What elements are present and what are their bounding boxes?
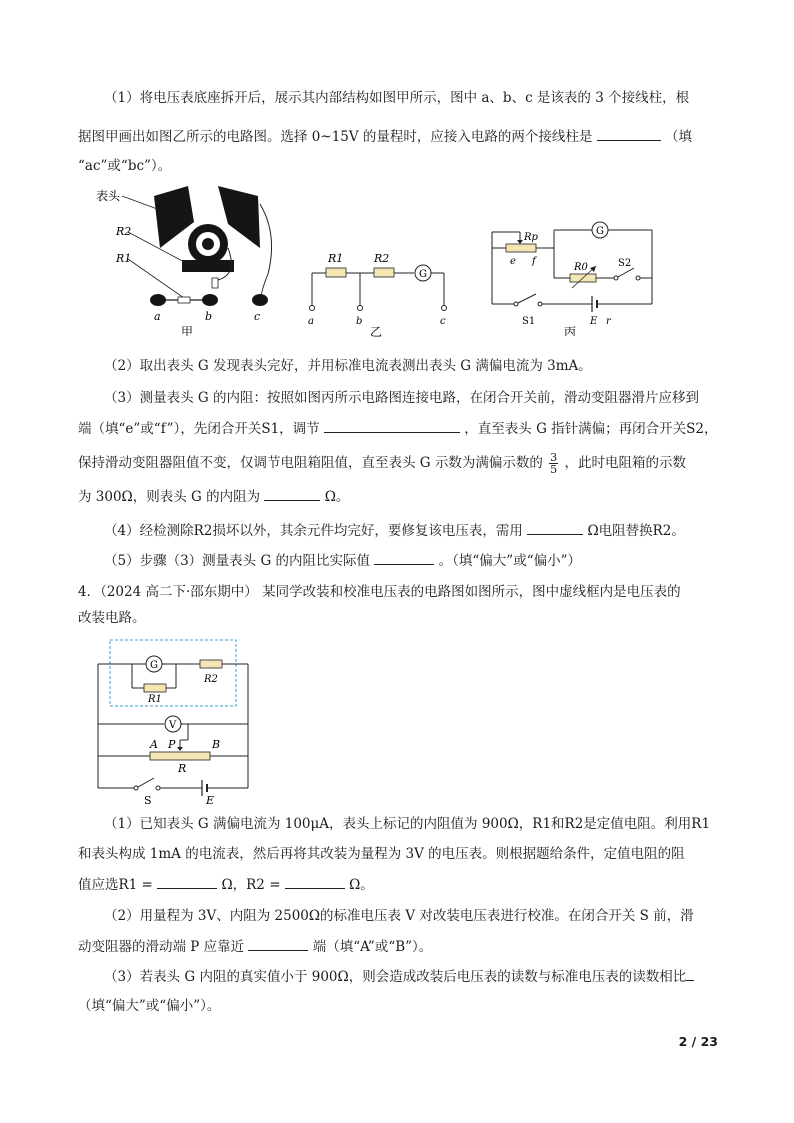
label-B: B	[212, 738, 221, 751]
q3-part1-line3: “ac”或“bc”）。	[78, 158, 172, 174]
page-number: 2 / 23	[678, 1034, 718, 1049]
q3-part5: （5）步骤（3）测量表头 G 的内阻比实际值 。（填“偏大”或“偏小”）	[104, 550, 581, 571]
label-E: E	[206, 794, 215, 806]
figure-q4-circuit	[88, 636, 258, 806]
svg-text:G: G	[419, 269, 427, 280]
switch-S1	[518, 294, 536, 303]
terminal-c: c	[254, 310, 261, 323]
label-e: e	[510, 256, 516, 267]
switch-S2	[618, 268, 634, 277]
label-Rp: Rp	[524, 232, 538, 243]
q3-part4: （4）经检测除R2损坏以外，其余元件均完好，要修复该电压表，需用 Ω电阻替换R2。	[104, 520, 685, 541]
label-R2: R2	[374, 252, 390, 265]
answer-blank[interactable]	[157, 874, 217, 889]
resistor-R1	[326, 268, 346, 277]
answer-blank[interactable]	[248, 936, 308, 951]
answer-blank[interactable]	[374, 550, 434, 565]
answer-blank[interactable]	[324, 418, 460, 433]
terminal-c: c	[440, 316, 446, 327]
answer-blank[interactable]	[527, 520, 583, 535]
q3-part3-line1: （3）测量表头 G 的内阻：按照如图丙所示电路图连接电路，在闭合开关前，滑动变阻器滑片应移到	[104, 390, 699, 406]
caption-jia: 甲	[181, 325, 194, 336]
svg-text:V: V	[169, 720, 177, 731]
q4-heading-line2: 改装电路。	[78, 610, 146, 626]
label-biaotou: 表头	[96, 189, 121, 203]
q3-part3-line4: 为 300Ω，则表头 G 的内阻为 Ω。	[78, 486, 349, 507]
label-R0: R0	[574, 262, 588, 273]
answer-blank[interactable]	[686, 966, 694, 981]
rheostat-Rp	[506, 244, 536, 252]
label-R1: R1	[328, 252, 344, 265]
label-R: R	[178, 762, 187, 775]
q4-part2-line2: 动变阻器的滑动端 P 应靠近 端（填“A”或“B”）。	[78, 936, 432, 957]
label-E: E	[590, 316, 598, 327]
label-f: f	[532, 256, 536, 267]
label-R2: R2	[204, 674, 218, 685]
resistor-R1	[144, 684, 166, 692]
caption-bing: 丙	[564, 325, 577, 336]
figure-jia	[88, 184, 288, 336]
q3-part1-line2-tail: （填	[665, 129, 693, 145]
resistor-R2	[200, 660, 222, 668]
label-A: A	[150, 738, 158, 751]
terminal-b: b	[356, 316, 363, 327]
label-R1: R1	[116, 252, 132, 265]
q4-part1-line3: 值应选R1 = Ω，R2 = Ω。	[78, 874, 374, 895]
q4-heading-line1: 4．（2024 高二下·邵东期中） 某同学改装和校准电压表的电路图如图所示，图中虚线框内是电压表的	[78, 584, 681, 600]
figure-yi	[296, 248, 466, 338]
rheostat-R	[150, 752, 210, 760]
q3-part1-line2	[78, 126, 692, 147]
figure-bing	[484, 216, 664, 336]
label-r: r	[606, 316, 611, 327]
q4-part3-line1: （3）若表头 G 内阻的真实值小于 900Ω，则会造成改装后电压表的读数与标准电压表的读数相比	[104, 966, 694, 987]
q4-part2-line1: （2）用量程为 3V、内阻为 2500Ω的标准电压表 V 对改装电压表进行校准。在闭合开关 S 前，滑	[104, 908, 694, 924]
q4-part1-line1: （1）已知表头 G 满偏电流为 100μA，表头上标记的内阻值为 900Ω，R1和R2是定值电阻。利用R1	[104, 816, 711, 832]
answer-blank[interactable]	[597, 126, 661, 141]
terminal-b: b	[205, 310, 213, 323]
q3-part1-line1: （1）将电压表底座拆开后，展示其内部结构如图甲所示，图中 a、b、c 是该表的 3 个接线柱，根	[104, 90, 690, 106]
svg-text:G: G	[596, 226, 604, 237]
label-S1: S1	[522, 316, 536, 327]
answer-blank[interactable]	[285, 874, 345, 889]
terminal-a: a	[308, 316, 314, 327]
label-R2: R2	[116, 225, 132, 238]
label-R1: R1	[148, 694, 162, 705]
q4-part3-line2: （填“偏大”或“偏小”）。	[78, 998, 221, 1014]
q3-part3-line2: 端（填“e”或“f”），先闭合开关S1，调节 ，直至表头 G 指针满偏；再闭合开关S2，	[78, 418, 718, 439]
q3-part3-line3: 保持滑动变阻器阻值不变，仅调节电阻箱阻值，直至表头 G 示数为满偏示数的 $\frac{3}{5}$ ，此时电阻箱的示数	[78, 451, 686, 476]
dashed-box	[110, 640, 236, 706]
label-P: P	[168, 738, 176, 751]
q4-part1-line2: 和表头构成 1mA 的电流表，然后再将其改装为量程为 3V 的电压表。则根据题给条件，定值电阻的阻	[78, 846, 685, 862]
terminal-a: a	[154, 310, 161, 323]
q3-part1-line2-text: 据图甲画出如图乙所示的电路图。选择 0~15V 的量程时，应接入电路的两个接线柱是	[78, 129, 593, 145]
resistor-R2	[374, 268, 394, 277]
label-S2: S2	[618, 258, 632, 269]
svg-text:G: G	[150, 660, 158, 671]
switch-S	[138, 778, 154, 787]
q3-part2: （2）取出表头 G 发现表头完好，并用标准电流表测出表头 G 满偏电流为 3mA。	[104, 358, 592, 374]
caption-yi: 乙	[370, 325, 383, 338]
label-S: S	[144, 794, 152, 806]
answer-blank[interactable]	[264, 486, 320, 501]
fraction-three-fifths: $\frac{3}{5}$	[550, 451, 558, 476]
